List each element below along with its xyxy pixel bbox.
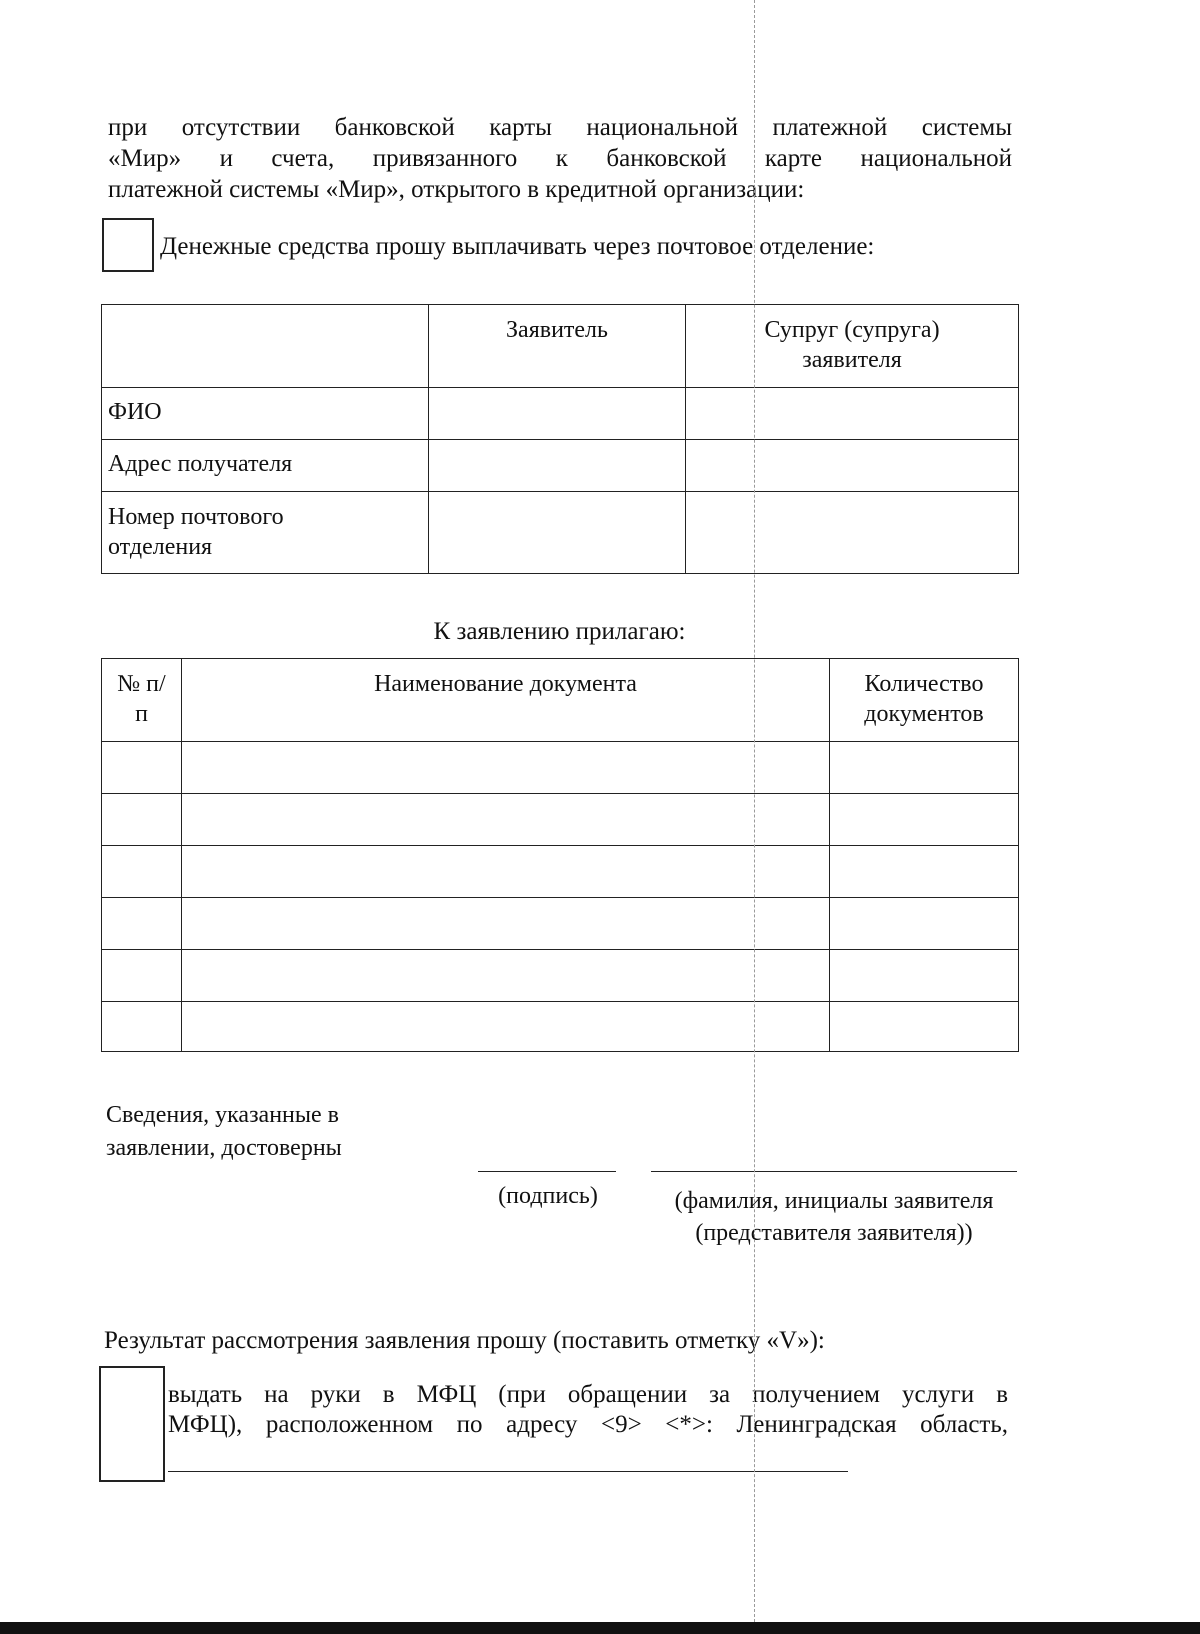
attachment-cell-name[interactable] <box>182 794 830 846</box>
recipient-row-label: Номер почтового отделения <box>102 492 429 574</box>
attachment-cell-number[interactable] <box>102 1002 182 1052</box>
result-mfc-checkbox[interactable] <box>99 1366 165 1482</box>
attachment-cell-number[interactable] <box>102 898 182 950</box>
recipient-row-label: ФИО <box>102 388 429 440</box>
name-caption: (фамилия, инициалы заявителя (представителя заявителя)) <box>674 1188 994 1246</box>
attachments-header-number: № п/п <box>102 659 182 742</box>
attachment-cell-count[interactable] <box>830 898 1019 950</box>
address-line[interactable] <box>168 1471 848 1472</box>
attachment-cell-count[interactable] <box>830 846 1019 898</box>
intro-line-3: платежной системы «Мир», открытого в кредитной организации: <box>108 176 805 203</box>
recipient-cell-applicant-fio[interactable] <box>429 388 686 440</box>
page-fold-line <box>754 0 755 1622</box>
table-row <box>102 794 1019 846</box>
intro-line-1: при отсутствии банковской карты национальной платежной системы <box>108 114 1012 141</box>
attachments-header-count: Количество документов <box>830 659 1019 742</box>
attachment-cell-count[interactable] <box>830 1002 1019 1052</box>
attachment-cell-number[interactable] <box>102 742 182 794</box>
post-office-checkbox[interactable] <box>102 218 154 272</box>
recipient-header-spouse: Супруг (супруга) заявителя <box>686 305 1019 388</box>
recipient-header-empty <box>102 305 429 388</box>
signature-caption: (подпись) <box>498 1183 598 1209</box>
recipient-header-applicant: Заявитель <box>429 305 686 388</box>
attachment-cell-number[interactable] <box>102 794 182 846</box>
attachment-cell-name[interactable] <box>182 950 830 1002</box>
recipient-row-postoffice <box>102 492 1019 574</box>
result-heading: Результат рассмотрения заявления прошу (поставить отметку «V»): <box>104 1327 825 1354</box>
recipient-cell-spouse-postoffice[interactable] <box>686 492 1019 574</box>
table-row <box>102 898 1019 950</box>
intro-line-2: «Мир» и счета, привязанного к банковской карте национальной <box>108 145 1012 172</box>
signature-line[interactable] <box>478 1171 616 1172</box>
result-option-line-1: выдать на руки в МФЦ (при обращении за получением услуги в <box>168 1381 1008 1408</box>
table-row <box>102 846 1019 898</box>
attachments-header-row <box>102 659 1019 742</box>
recipient-cell-applicant-postoffice[interactable] <box>429 492 686 574</box>
table-row <box>102 1002 1019 1052</box>
name-line[interactable] <box>651 1171 1017 1172</box>
recipient-cell-spouse-fio[interactable] <box>686 388 1019 440</box>
attachments-caption: К заявлению прилагаю: <box>433 618 686 645</box>
recipient-header-row <box>102 305 1019 388</box>
intro-paragraph <box>108 112 1012 205</box>
table-row <box>102 742 1019 794</box>
result-option-line-2: МФЦ), расположенном по адресу <9> <*>: Ленинградская область, <box>168 1411 1008 1438</box>
attachment-cell-count[interactable] <box>830 950 1019 1002</box>
attachment-cell-name[interactable] <box>182 898 830 950</box>
recipient-row-label: Адрес получателя <box>102 440 429 492</box>
recipient-table <box>101 304 1019 574</box>
attachment-cell-number[interactable] <box>102 950 182 1002</box>
attachment-cell-number[interactable] <box>102 846 182 898</box>
attachments-header-name: Наименование документа <box>182 659 830 742</box>
signature-statement: Сведения, указанные в заявлении, достоверны <box>106 1102 342 1161</box>
table-row <box>102 950 1019 1002</box>
recipient-cell-applicant-address[interactable] <box>429 440 686 492</box>
attachment-cell-count[interactable] <box>830 742 1019 794</box>
attachment-cell-name[interactable] <box>182 846 830 898</box>
attachment-cell-name[interactable] <box>182 742 830 794</box>
attachments-table <box>101 658 1019 1052</box>
attachment-cell-name[interactable] <box>182 1002 830 1052</box>
scan-bottom-edge <box>0 1622 1200 1634</box>
result-option-text <box>168 1380 1008 1440</box>
post-office-label: Денежные средства прошу выплачивать через почтовое отделение: <box>160 233 875 260</box>
attachment-cell-count[interactable] <box>830 794 1019 846</box>
recipient-row-address <box>102 440 1019 492</box>
recipient-cell-spouse-address[interactable] <box>686 440 1019 492</box>
recipient-row-fio <box>102 388 1019 440</box>
